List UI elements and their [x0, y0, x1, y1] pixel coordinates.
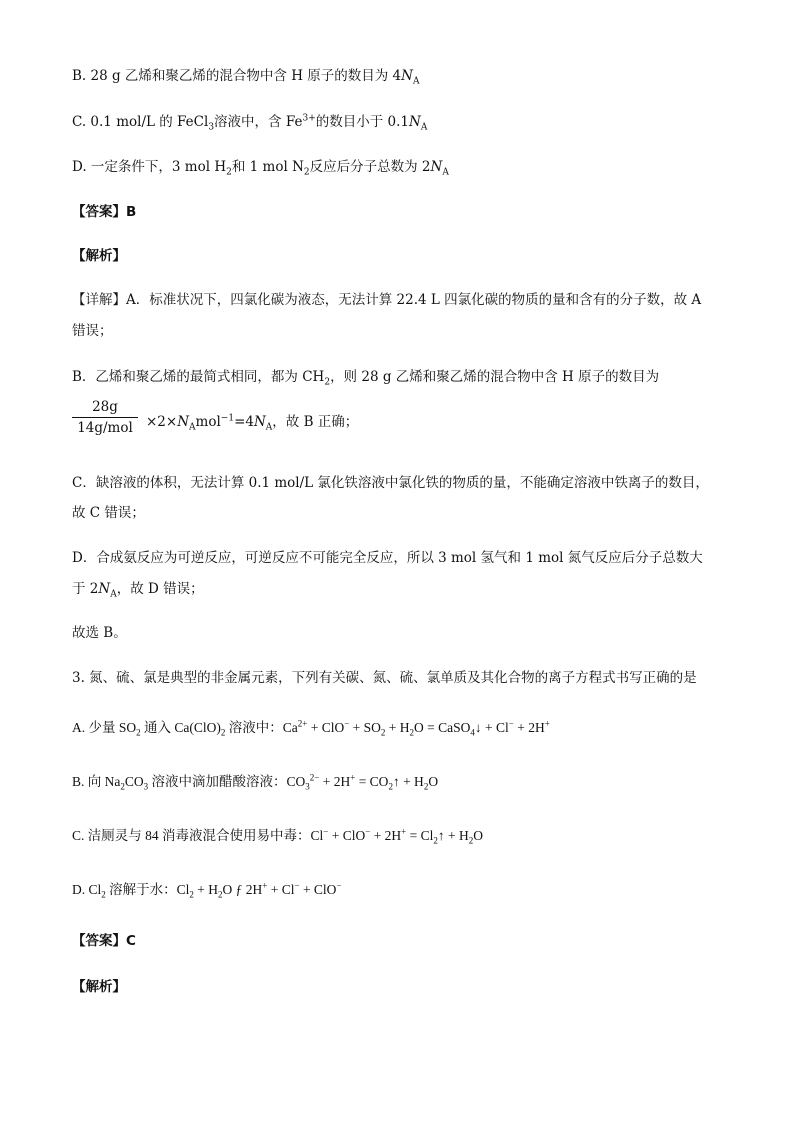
sup: + [350, 772, 356, 783]
na-symbol: N [177, 414, 190, 430]
sub: 2 [120, 781, 125, 792]
sub: 3 [143, 781, 149, 792]
sub: 2 [324, 377, 331, 388]
question-3-option-c [72, 826, 483, 846]
answer-tag-1: 【答案】B [72, 204, 137, 220]
option-c-text: 的数目小于 0.1 [315, 114, 410, 130]
analysis-tag-2: 【解析】 [72, 979, 126, 995]
detail-b-text: B．乙烯和聚乙烯的最简式相同，都为 CH [72, 369, 325, 385]
detail-c-line-2: 故 C 错误； [72, 505, 145, 521]
eq-text: O = CaSO [414, 720, 471, 735]
sup: − [508, 718, 514, 729]
eq-text: = CO [355, 774, 389, 789]
sub: 2 [136, 727, 141, 738]
detail-d-text: 于 2 [72, 581, 99, 597]
detail-b-text: ×2× [146, 414, 178, 430]
detail-b-text: ，故 B 正确； [272, 414, 359, 430]
sup: 3+ [302, 113, 316, 124]
eq-text: 溶液中：Ca [225, 720, 298, 735]
detail-c-line-1: C．缺溶液的体积，无法计算 0.1 mol/L 氯化铁溶液中氯化铁的物质的量，不能确定溶液中铁离子的数目， [72, 475, 709, 491]
sub: 3 [208, 122, 215, 133]
eq-text: + SO [349, 720, 381, 735]
detail-b-line-2 [146, 412, 358, 432]
detail-d-text: ，故 D 错误； [116, 581, 204, 597]
eq-text: D. Cl [72, 882, 102, 897]
option-d-text: 反应后分子总数为 2 [309, 159, 431, 175]
eq-text: 通入 Ca(ClO) [140, 720, 221, 735]
eq-text: C. 洁厕灵与 84 消毒液混合使用易中毒：Cl [72, 828, 324, 843]
sub: A [189, 422, 196, 433]
option-d-text: 和 1 mol N [231, 159, 304, 175]
detail-b-line-1 [72, 367, 659, 387]
na-symbol: N [401, 68, 413, 84]
na-sub: A [412, 76, 420, 87]
sup: 2− [309, 772, 320, 783]
sup: − [365, 826, 371, 837]
option-b [72, 66, 419, 86]
eq-text: + 2H [370, 828, 402, 843]
sub: 2 [189, 889, 194, 900]
detail-b-text: mol [195, 414, 221, 430]
sub: 2 [423, 781, 429, 792]
question-3-option-b [72, 772, 438, 792]
option-b-text: B. 28 g 乙烯和聚乙烯的混合物中含 H 原子的数目为 4 [72, 68, 402, 84]
option-c [72, 112, 427, 132]
sup: − [336, 880, 342, 891]
sup: − [294, 880, 300, 891]
option-c-text: 溶液中，含 Fe [214, 114, 303, 130]
sub: 2 [468, 835, 474, 846]
question-3-stem: 3. 氮、硫、氯是典型的非金属元素，下列有关碳、氮、硫、氯单质及其化合物的离子方程式书写正确的是 [72, 670, 697, 686]
question-3-option-d [72, 880, 342, 900]
sub: 2 [409, 727, 415, 738]
sub: A [110, 589, 117, 600]
sup: − [344, 718, 350, 729]
eq-text: = Cl [406, 828, 434, 843]
detail-b-text: ，则 28 g 乙烯和聚乙烯的混合物中含 H 原子的数目为 [330, 369, 660, 385]
eq-text: ↑ + H [437, 828, 469, 843]
eq-text: + ClO [328, 828, 366, 843]
eq-text: O ƒ 2H [222, 882, 263, 897]
eq-text: B. 向 Na [72, 774, 121, 789]
eq-text: CO [124, 774, 144, 789]
eq-text: 溶解于水：Cl [105, 882, 190, 897]
sup: + [401, 826, 407, 837]
detail-d-line-2 [72, 579, 204, 599]
question-3-option-a [72, 718, 550, 738]
choose-b: 故选 B。 [72, 625, 127, 641]
eq-text: O [473, 828, 483, 843]
eq-text: 溶液中滴加醋酸溶液：CO [148, 774, 306, 789]
sub: 2 [388, 781, 393, 792]
fraction [72, 398, 138, 437]
answer-tag-2: 【答案】C [72, 933, 136, 949]
na-symbol: N [409, 114, 421, 130]
eq-text: + ClO [299, 882, 337, 897]
eq-text: + H [193, 882, 219, 897]
sub: 2 [380, 727, 386, 738]
eq-text: ↓ + Cl [474, 720, 509, 735]
sub: 2 [218, 889, 223, 900]
sub: A [265, 422, 273, 433]
fraction-denominator: 14g/mol [77, 420, 133, 436]
eq-text: A. 少量 SO [72, 720, 137, 735]
na-symbol: N [98, 581, 111, 597]
sup: −1 [220, 413, 235, 424]
sub: 2 [433, 835, 438, 846]
eq-text: + 2H [513, 720, 545, 735]
fraction-bar [72, 417, 138, 418]
sub: 3 [305, 781, 310, 792]
sub: 2 [101, 889, 106, 900]
analysis-tag-1: 【解析】 [72, 248, 126, 264]
option-c-text: C. 0.1 mol/L 的 FeCl [72, 114, 209, 130]
detail-a-line-1: 【详解】A．标准状况下，四氯化碳为液态，无法计算 22.4 L 四氯化碳的物质的量和含有的分子数，故 A [72, 292, 702, 308]
option-d [72, 157, 449, 177]
sup: − [323, 826, 329, 837]
sub: A [420, 122, 428, 133]
option-d-text: D. 一定条件下，3 mol H [72, 159, 227, 175]
eq-text: ↑ + H [392, 774, 424, 789]
fraction-numerator: 28g [92, 399, 118, 415]
eq-text: + Cl [267, 882, 295, 897]
na-symbol: N [253, 414, 266, 430]
eq-text: + ClO [307, 720, 345, 735]
eq-text: O [428, 774, 439, 789]
sup: 2+ [297, 718, 308, 729]
sup: + [544, 718, 550, 729]
sup: + [262, 880, 268, 891]
sub: 2 [226, 167, 232, 178]
sub: 4 [470, 727, 475, 738]
na-symbol: N [430, 159, 443, 175]
sub: A [442, 167, 449, 178]
sub: 2 [303, 167, 310, 178]
detail-d-line-1: D．合成氨反应为可逆反应，可逆反应不可能完全反应，所以 3 mol 氢气和 1 mol 氮气反应后分子总数大 [72, 550, 703, 566]
sub: 2 [220, 727, 226, 738]
eq-text: + 2H [319, 774, 351, 789]
eq-text: + H [385, 720, 410, 735]
detail-b-text: =4 [234, 414, 254, 430]
detail-a-line-2: 错误； [72, 323, 113, 339]
